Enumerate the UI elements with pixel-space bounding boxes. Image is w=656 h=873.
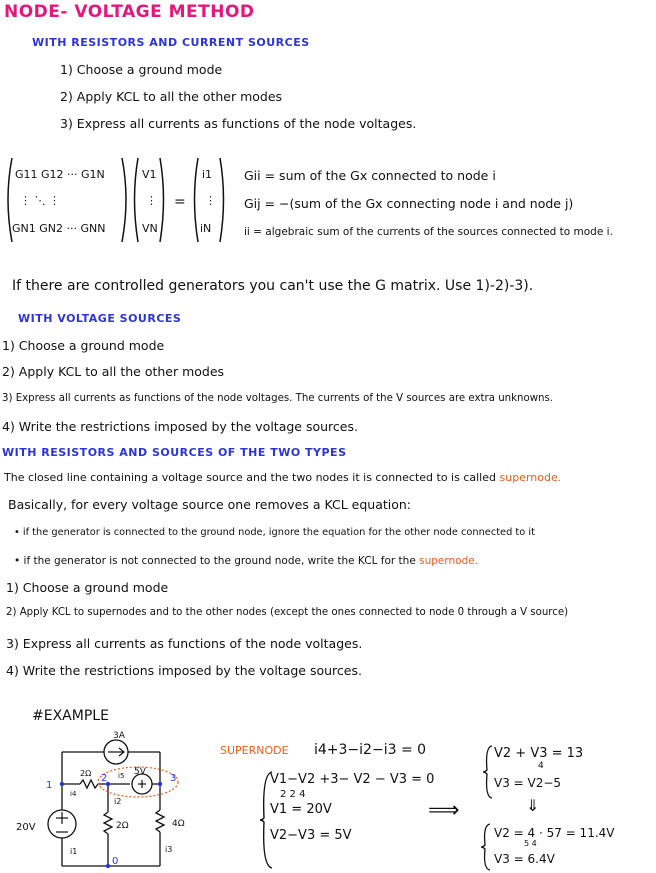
matrix-g-row1: G11 G12 ··· G1N — [15, 168, 105, 181]
circuit-i3-label: i3 — [165, 845, 173, 854]
circuit-node-0: 0 — [112, 856, 119, 867]
matrix-def-gij: Gij = −(sum of the Gx connecting node i and node j) — [244, 196, 574, 211]
circuit-20v-label: 20V — [16, 822, 36, 833]
section3-step-1: 1) Choose a ground mode — [6, 580, 169, 595]
matrix-g-row3: GN1 GN2 ··· GNN — [12, 222, 106, 235]
matrix-g-row2: ⋮ ⋱ ⋮ — [20, 194, 60, 207]
page-title: NODE- VOLTAGE METHOD — [4, 2, 255, 22]
circuit-r1-label: 2Ω — [80, 769, 92, 778]
matrix-v-row3: VN — [142, 222, 158, 235]
section1-heading: WITH RESISTORS AND CURRENT SOURCES — [32, 36, 310, 49]
controlled-generators-note: If there are controlled generators you can't use the G matrix. Use 1)-2)-3). — [12, 278, 534, 294]
section2-step-2: 2) Apply KCL to all the other modes — [2, 364, 225, 379]
circuit-i2-label: i2 — [114, 797, 122, 806]
matrix-v-row1: V1 — [142, 168, 157, 181]
down-arrow: ⇓ — [526, 796, 540, 815]
circuit-node-2: 2 — [101, 773, 108, 784]
system-eq-1-den: 2 2 4 — [280, 789, 306, 800]
section3-bullet-1: • if the generator is connected to the ground node, ignore the equation for the other node connected to it — [14, 527, 535, 538]
section3-step-3: 3) Express all currents as functions of the node voltages. — [6, 636, 363, 651]
section3-bullet-2 — [14, 555, 478, 567]
section2-step-4: 4) Write the restrictions imposed by the voltage sources. — [2, 419, 358, 434]
section2-heading: WITH VOLTAGE SOURCES — [18, 312, 182, 325]
example-heading: #EXAMPLE — [32, 708, 109, 724]
supernode-label: SUPERNODE — [220, 744, 289, 757]
section2-step-1: 1) Choose a ground mode — [2, 338, 165, 353]
matrix-i-row3: iN — [200, 222, 212, 235]
supernode-kcl: i4+3−i2−i3 = 0 — [314, 742, 427, 758]
section3-step-4: 4) Write the restrictions imposed by the voltage sources. — [6, 663, 362, 678]
circuit-node-1: 1 — [46, 780, 53, 791]
circuit-r2-label: 2Ω — [116, 821, 129, 831]
section3-basically: Basically, for every voltage source one removes a KCL equation: — [8, 497, 412, 512]
final-eq-1: V2 = 4 · 57 = 11.4V — [494, 826, 615, 840]
matrix-v-row2: ⋮ — [146, 194, 157, 207]
circuit-i5-label: i5 — [118, 772, 125, 780]
supernode-definition-text: The closed line containing a voltage source and the two nodes it is connected to is called — [4, 471, 496, 484]
circuit-node-3: 3 — [170, 773, 177, 784]
final-eq-2: V3 = 6.4V — [494, 852, 555, 866]
matrix-equals: = — [174, 194, 186, 210]
result-brace — [482, 744, 494, 800]
system-eq-3: V2−V3 = 5V — [270, 828, 352, 843]
supernode-definition — [4, 471, 561, 484]
example-circuit — [0, 726, 210, 873]
circuit-3a-label: 3A — [113, 731, 125, 741]
result-eq-1: V2 + V3 = 13 — [494, 746, 584, 761]
section1-step-2: 2) Apply KCL to all the other modes — [60, 89, 283, 104]
matrix-i-row1: i1 — [202, 168, 213, 181]
system-eq-2: V1 = 20V — [270, 802, 332, 817]
matrix-def-gii: Gii = sum of the Gx connected to node i — [244, 168, 496, 183]
circuit-5v-label: 5V — [134, 767, 146, 777]
matrix-i-row2: ⋮ — [205, 194, 216, 207]
section3-step-2: 2) Apply KCL to supernodes and to the other nodes (except the ones connected to node 0 through a V source) — [6, 607, 569, 618]
section1-step-1: 1) Choose a ground mode — [60, 62, 223, 77]
section1-step-3: 3) Express all currents as functions of the node voltages. — [60, 116, 417, 131]
section3-heading: WITH RESISTORS AND SOURCES OF THE TWO TYPES — [2, 446, 347, 459]
system-eq-1: V1−V2 +3− V2 − V3 = 0 — [270, 772, 435, 787]
final-eq-1-den: 5 4 — [524, 839, 537, 848]
result-eq-1-den: 4 — [538, 761, 544, 771]
circuit-i1-label: i1 — [70, 847, 78, 856]
matrix-def-ii: ii = algebraic sum of the currents of the sources connected to mode i. — [244, 226, 613, 238]
implies-arrow: ⟹ — [428, 798, 460, 823]
final-brace — [480, 822, 492, 872]
circuit-i4-label: i4 — [70, 790, 77, 798]
section2-step-3: 3) Express all currents as functions of the node voltages. The currents of the V sources are extra unknowns. — [2, 393, 554, 404]
section3-bullet-2-supernode: supernode. — [419, 555, 479, 567]
supernode-word: supernode. — [499, 471, 562, 484]
result-eq-2: V3 = V2−5 — [494, 776, 562, 790]
circuit-r3-label: 4Ω — [172, 819, 185, 829]
section3-bullet-2-text: • if the generator is not connected to the ground node, write the KCL for the — [14, 555, 416, 567]
